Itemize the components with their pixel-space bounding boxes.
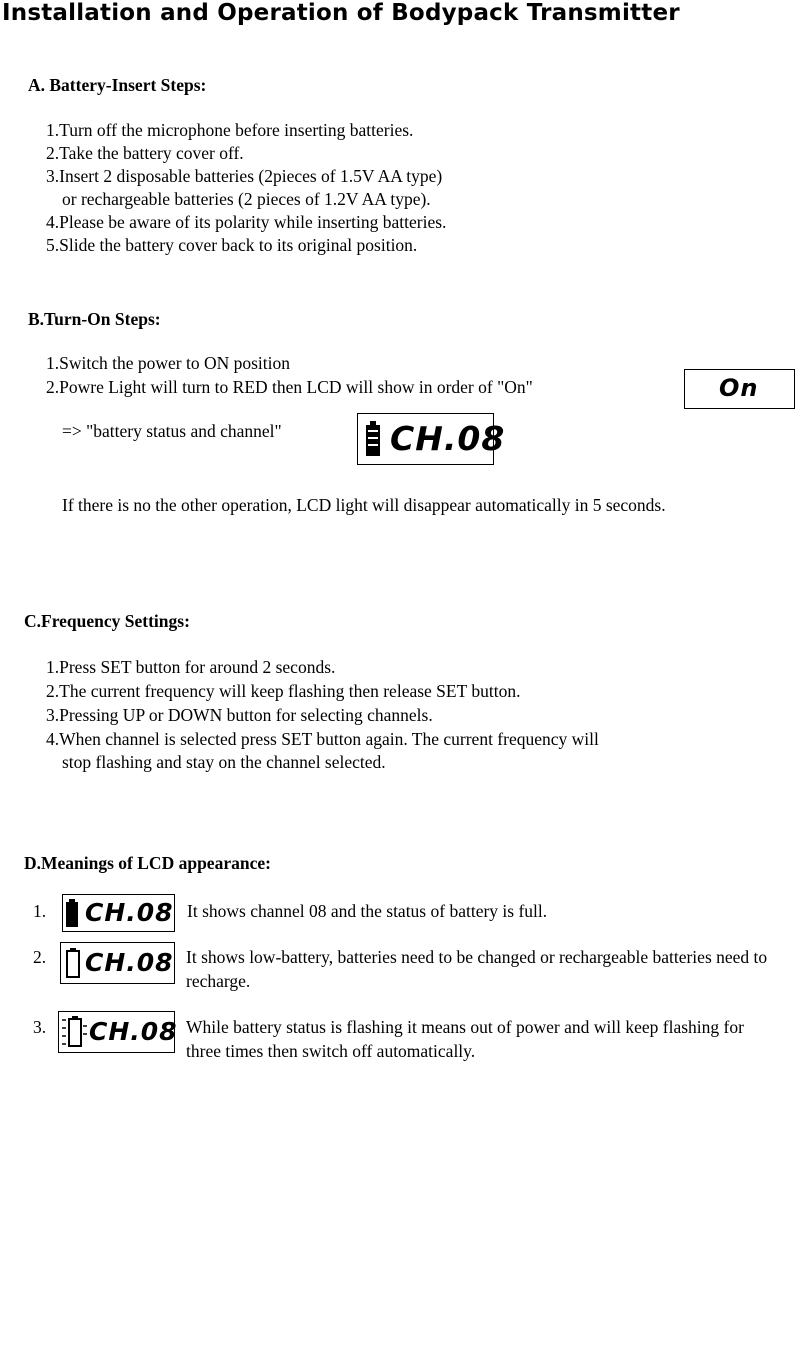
lcd-on-text: On: [719, 374, 759, 402]
battery-flashing-icon: [62, 1016, 88, 1048]
lcd-item-1-number: 1.: [33, 901, 47, 921]
lcd-item-3-display: [58, 1011, 178, 1053]
section-b-arrow-line: => "battery status and channel": [62, 421, 282, 441]
section-d-heading: D.Meanings of LCD appearance:: [24, 853, 271, 873]
section-c-step-3: 3.Pressing UP or DOWN button for selecting channels.: [46, 705, 433, 725]
lcd-item-1-text: CH.08: [85, 898, 174, 927]
lcd-item-1-display: [62, 894, 175, 932]
lcd-channel-text: CH.08: [390, 419, 506, 458]
lcd-item-2-text: CH.08: [85, 948, 174, 977]
battery-full-icon: [365, 421, 381, 457]
section-a-step-3-cont: or rechargeable batteries (2 pieces of 1.2V AA type).: [62, 189, 431, 209]
section-b-note: If there is no the other operation, LCD light will disappear automatically in 5 seconds.: [62, 495, 666, 515]
section-c-step-4: 4.When channel is selected press SET button again. The current frequency will: [46, 729, 599, 749]
lcd-item-2-description: It shows low-battery, batteries need to be changed or rechargeable batteries need to recharge.: [186, 947, 768, 991]
page-title: Installation and Operation of Bodypack Transmitter: [2, 0, 680, 26]
section-a-step-2: 2.Take the battery cover off.: [46, 143, 244, 163]
section-a-step-5: 5.Slide the battery cover back to its original position.: [46, 235, 418, 255]
lcd-item-3-number: 3.: [33, 1017, 47, 1037]
section-a-step-1: 1.Turn off the microphone before inserting batteries.: [46, 120, 414, 140]
section-c-step-4-cont: stop flashing and stay on the channel selected.: [62, 752, 386, 772]
battery-low-icon: [66, 948, 80, 978]
lcd-item-2-display: [60, 942, 175, 984]
section-c-step-2: 2.The current frequency will keep flashing then release SET button.: [46, 681, 521, 701]
section-b-step-2: 2.Powre Light will turn to RED then LCD will show in order of "On": [46, 377, 533, 397]
section-c-heading: C.Frequency Settings:: [24, 611, 190, 631]
section-c-step-1: 1.Press SET button for around 2 seconds.: [46, 657, 336, 677]
lcd-channel-display: [357, 413, 506, 465]
battery-full-icon: [66, 899, 78, 927]
lcd-item-2-number: 2.: [33, 947, 47, 967]
lcd-item-3-text: CH.08: [89, 1017, 178, 1046]
section-b-step-1: 1.Switch the power to ON position: [46, 353, 291, 373]
section-a-heading: A. Battery-Insert Steps:: [28, 75, 207, 95]
section-a-step-3: 3.Insert 2 disposable batteries (2pieces of 1.5V AA type): [46, 166, 443, 186]
section-a-step-4: 4.Please be aware of its polarity while inserting batteries.: [46, 212, 447, 232]
lcd-on-display: [684, 369, 795, 409]
section-b-heading: B.Turn-On Steps:: [28, 309, 161, 329]
lcd-item-3-description: While battery status is flashing it means out of power and will keep flashing for three times then switch off automatically.: [186, 1017, 744, 1061]
lcd-item-1-description: It shows channel 08 and the status of battery is full.: [187, 901, 548, 921]
